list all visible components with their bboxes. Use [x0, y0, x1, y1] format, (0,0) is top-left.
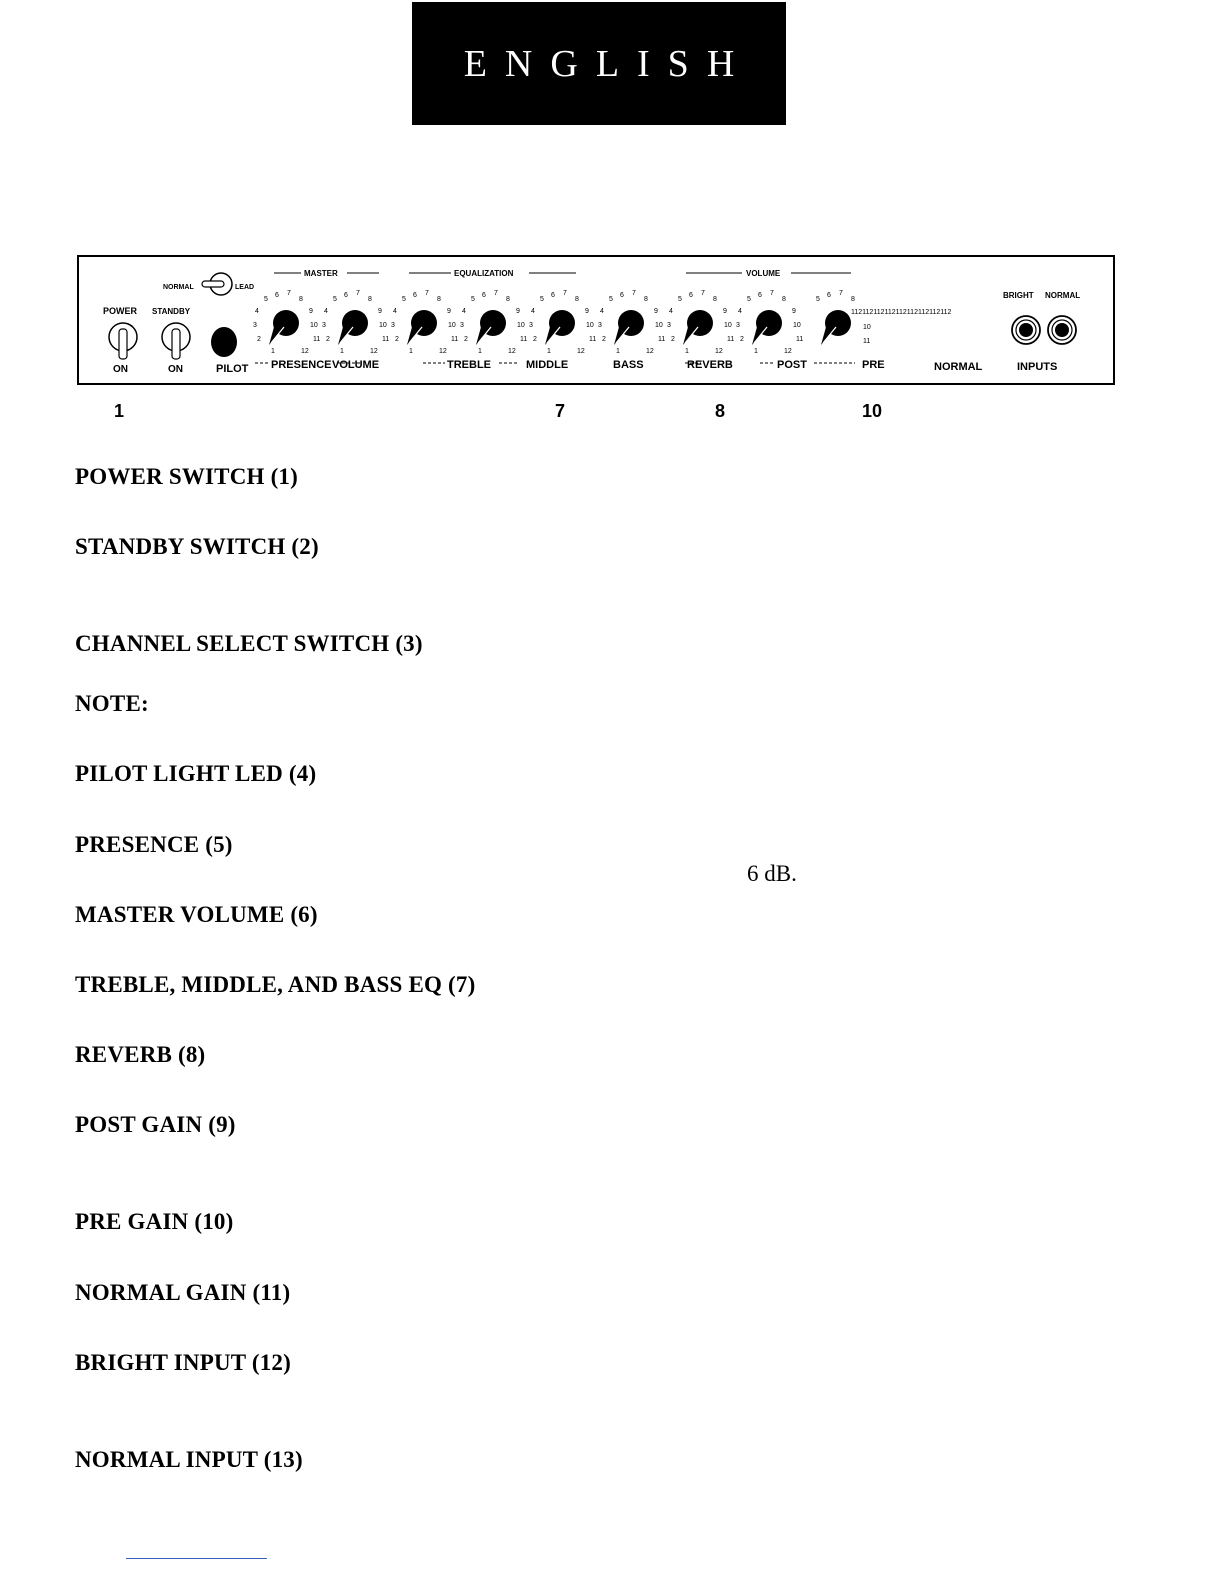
knob-scale-number: 9 [654, 308, 658, 315]
control-knob[interactable] [407, 310, 437, 345]
heading-reverb: REVERB (8) [75, 1042, 206, 1067]
knob-scale-number: 7 [494, 290, 498, 297]
callout-8: 8 [715, 401, 726, 421]
callout-numbers [0, 401, 1224, 425]
heading-normal-input: NORMAL INPUT (13) [75, 1447, 303, 1472]
knob-scale-number: 5 [333, 296, 337, 303]
standby-on-label: ON [168, 364, 183, 375]
knob-scale-number: 12 [508, 348, 516, 355]
knob-scale-number: 11 [727, 336, 735, 343]
bright-input-label: BRIGHT [1003, 291, 1034, 300]
bright-input-jack[interactable] [1012, 316, 1040, 344]
knob-scale-number: 4 [738, 308, 742, 315]
knob-scale-number: 4 [324, 308, 328, 315]
knob-scale-number: 10 [586, 322, 594, 329]
knob-scale-number: 3 [391, 322, 395, 329]
heading-note: NOTE: [75, 691, 149, 716]
knob-scale-number: 11 [658, 336, 666, 343]
banner-title: ENGLISH [463, 42, 753, 85]
knob-scale-number: 6 [344, 292, 348, 299]
knob-scale-number: 3 [598, 322, 602, 329]
knob-scale-number: 3 [736, 322, 740, 329]
knob-scale-number: 11 [589, 336, 597, 343]
knob-scale-number: 4 [393, 308, 397, 315]
switch-lead-label: LEAD [235, 284, 255, 291]
knob-scale-number: 8 [575, 296, 579, 303]
heading-channel-select-switch: CHANNEL SELECT SWITCH (3) [75, 631, 423, 656]
heading-normal-gain: NORMAL GAIN (11) [75, 1280, 291, 1305]
knob-scale-number: 3 [322, 322, 326, 329]
heading-post-gain: POST GAIN (9) [75, 1112, 236, 1137]
power-label: POWER [103, 306, 138, 316]
callout-1: 1 [114, 401, 125, 421]
knob-scale-number: 5 [678, 296, 682, 303]
knob-scale-number: 6 [275, 292, 279, 299]
knob-scale-number: 12 [715, 348, 723, 355]
normal-gain-label: NORMAL [934, 361, 983, 373]
knob-label-middle: MIDDLE [526, 359, 569, 371]
standby-label: STANDBY [152, 307, 191, 316]
panel-drawing [79, 257, 1115, 385]
knob-scale-number: 1 [616, 348, 620, 355]
knob-scale-number: 4 [255, 308, 259, 315]
knob-scale-number: 11 [520, 336, 528, 343]
heading-master-volume: MASTER VOLUME (6) [75, 902, 318, 927]
knob-scale-number: 11 [796, 336, 804, 343]
knob-scale-number: 5 [816, 296, 820, 303]
knob-scale-number: 6 [413, 292, 417, 299]
power-switch[interactable] [109, 323, 137, 359]
knob-scale-number: 9 [723, 308, 727, 315]
control-knob[interactable] [476, 310, 506, 345]
knob-scale-number: 1 [409, 348, 413, 355]
power-on-label: ON [113, 364, 128, 375]
knob-scale-number: 2 [671, 336, 675, 343]
knob-scale-number: 4 [600, 308, 604, 315]
amp-control-panel [77, 255, 1115, 385]
knob-scale-number: 5 [747, 296, 751, 303]
knob-scale-number: 8 [299, 296, 303, 303]
knob-scale-number: 9 [792, 308, 796, 315]
normal-input-jack[interactable] [1048, 316, 1076, 344]
knob-scale-number: 11 [313, 336, 321, 343]
knob-scale-number: 6 [620, 292, 624, 299]
knob-scale-number: 5 [471, 296, 475, 303]
knob-scale-number: 2 [740, 336, 744, 343]
knob-scale-number: 7 [770, 290, 774, 297]
heading-presence: PRESENCE (5) [75, 832, 233, 857]
language-banner [412, 2, 786, 125]
knob-scale-number: 10 [310, 322, 318, 329]
control-knob[interactable] [683, 310, 713, 345]
control-knob[interactable] [821, 310, 851, 345]
scale-tick-10: 10 [863, 324, 871, 331]
knob-scale-number: 2 [326, 336, 330, 343]
channel-select-switch[interactable] [202, 273, 232, 295]
knob-scale-number: 3 [253, 322, 257, 329]
knob-scale-number: 11 [451, 336, 459, 343]
heading-pilot-light: PILOT LIGHT LED (4) [75, 761, 317, 786]
knob-label-reverb: REVERB [687, 359, 733, 371]
heading-power-switch: POWER SWITCH (1) [75, 464, 298, 489]
knob-label-pre: PRE [862, 359, 885, 371]
knob-scale-number: 9 [516, 308, 520, 315]
knob-scale-number: 4 [462, 308, 466, 315]
knob-scale-number: 10 [724, 322, 732, 329]
knob-scale-number: 12 [439, 348, 447, 355]
knob-label-volume: VOLUME [332, 359, 380, 371]
knob-scale-number: 6 [482, 292, 486, 299]
knob-scale-number: 7 [287, 290, 291, 297]
heading-bright-input: BRIGHT INPUT (12) [75, 1350, 291, 1375]
knob-scale-number: 2 [602, 336, 606, 343]
callout-10: 10 [862, 401, 883, 421]
group-volume-label: VOLUME [746, 269, 781, 278]
knob-row [253, 290, 855, 355]
knob-scale-number: 12 [784, 348, 792, 355]
knob-scale-number: 5 [402, 296, 406, 303]
knob-scale-number: 1 [547, 348, 551, 355]
knob-scale-number: 9 [378, 308, 382, 315]
knob-scale-number: 7 [425, 290, 429, 297]
knob-scale-number: 3 [667, 322, 671, 329]
knob-scale-number: 4 [531, 308, 535, 315]
group-equalization-label: EQUALIZATION [454, 269, 514, 278]
knob-scale-number: 7 [839, 290, 843, 297]
knob-label-bass: BASS [613, 359, 644, 371]
knob-labels [255, 359, 885, 371]
control-knob[interactable] [614, 310, 644, 345]
knob-scale-number: 10 [517, 322, 525, 329]
knob-scale-number: 1 [685, 348, 689, 355]
pilot-label: PILOT [216, 363, 249, 375]
knob-scale-number: 12 [301, 348, 309, 355]
knob-scale-number: 1 [478, 348, 482, 355]
knob-scale-number: 2 [395, 336, 399, 343]
knob-scale-number: 8 [851, 296, 855, 303]
control-knob[interactable] [545, 310, 575, 345]
knob-scale-number: 7 [701, 290, 705, 297]
knob-scale-number: 8 [437, 296, 441, 303]
knob-scale-number: 1 [754, 348, 758, 355]
standby-switch[interactable] [162, 323, 190, 359]
knob-scale-number: 8 [713, 296, 717, 303]
knob-scale-number: 1 [340, 348, 344, 355]
presence-db-fragment: 6 dB. [747, 861, 797, 886]
knob-scale-number: 6 [827, 292, 831, 299]
knob-scale-number: 5 [540, 296, 544, 303]
knob-scale-number: 10 [448, 322, 456, 329]
knob-label-post: POST [777, 359, 807, 371]
group-master-label: MASTER [304, 269, 338, 278]
normal-input-label: NORMAL [1045, 291, 1081, 300]
control-knob[interactable] [752, 310, 782, 345]
knob-scale-number: 6 [758, 292, 762, 299]
knob-scale-number: 12 [370, 348, 378, 355]
knob-scale-number: 10 [379, 322, 387, 329]
callout-7: 7 [555, 401, 566, 421]
inputs-label: INPUTS [1017, 361, 1058, 373]
knob-scale-number: 8 [644, 296, 648, 303]
knob-scale-number: 12 [577, 348, 585, 355]
knob-scale-number: 2 [464, 336, 468, 343]
switch-normal-label: NORMAL [163, 284, 194, 291]
knob-scale-number: 9 [447, 308, 451, 315]
knob-scale-number: 6 [689, 292, 693, 299]
heading-standby-switch: STANDBY SWITCH (2) [75, 534, 319, 559]
control-knob[interactable] [269, 310, 299, 345]
knob-scale-number: 3 [460, 322, 464, 329]
knob-scale-number: 8 [506, 296, 510, 303]
footer-rule [126, 1558, 267, 1559]
knob-scale-number: 9 [309, 308, 313, 315]
knob-scale-number: 8 [782, 296, 786, 303]
knob-scale-number: 5 [264, 296, 268, 303]
knob-scale-number: 2 [257, 336, 261, 343]
knob-scale-number: 3 [529, 322, 533, 329]
knob-scale-number: 9 [585, 308, 589, 315]
knob-scale-number: 6 [551, 292, 555, 299]
knob-scale-number: 11 [382, 336, 390, 343]
control-knob[interactable] [338, 310, 368, 345]
knob-scale-number: 10 [655, 322, 663, 329]
knob-scale-number: 8 [368, 296, 372, 303]
knob-scale-number: 1 [271, 348, 275, 355]
knob-scale-number: 7 [632, 290, 636, 297]
heading-eq: TREBLE, MIDDLE, AND BASS EQ (7) [75, 972, 476, 997]
pilot-light-led [211, 327, 237, 357]
knob-label-presence: PRESENCE [271, 359, 332, 371]
knob-label-treble: TREBLE [447, 359, 491, 371]
knob-scale-number: 4 [669, 308, 673, 315]
heading-pre-gain: PRE GAIN (10) [75, 1209, 234, 1234]
knob-scale-number: 12 [646, 348, 654, 355]
knob-scale-number: 2 [533, 336, 537, 343]
knob-scale-number: 10 [793, 322, 801, 329]
knob-scale-number: 7 [563, 290, 567, 297]
knob-scale-number: 7 [356, 290, 360, 297]
scale-run: 112112112112112112112112112 [851, 309, 952, 316]
scale-tick-11: 11 [863, 338, 871, 345]
knob-scale-number: 5 [609, 296, 613, 303]
